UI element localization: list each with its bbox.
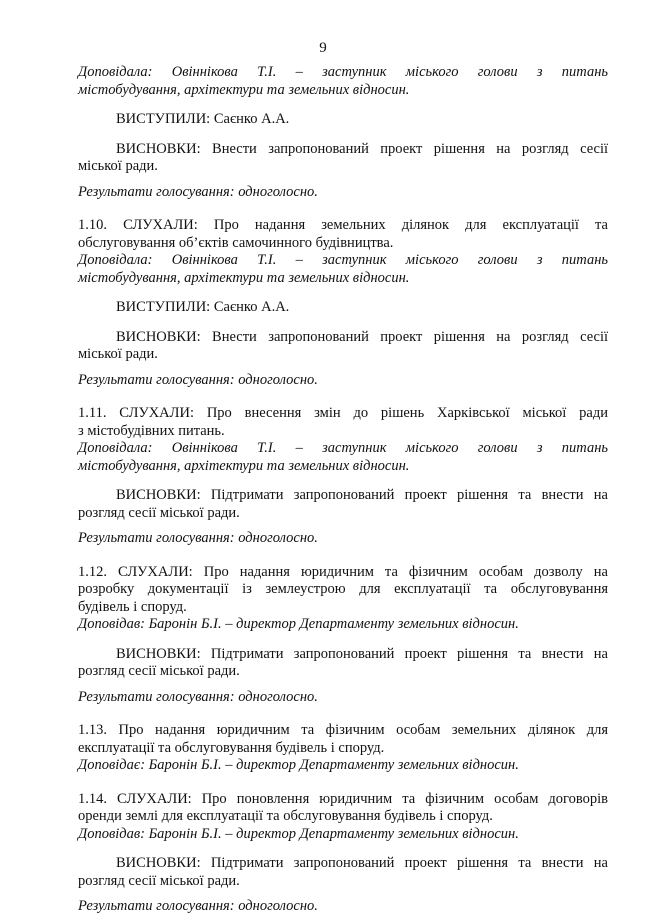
text-line: обслуговування об’єктів самочинного будівництва. xyxy=(78,234,394,251)
minutes-content xyxy=(78,64,608,916)
conclusions-block xyxy=(78,141,608,176)
conclusions-block xyxy=(78,329,608,364)
text-line: Результати голосування: одноголосно. xyxy=(78,371,318,388)
reporter-block xyxy=(78,440,608,475)
text-line: Результати голосування: одноголосно. xyxy=(78,688,318,705)
reporter-block xyxy=(78,252,608,287)
text-line: 1.11. СЛУХАЛИ: Про внесення змін до рішень Харківської міської ради xyxy=(78,405,608,421)
page-number: 9 xyxy=(319,40,327,56)
text-line: ВИСТУПИЛИ: Саєнко А.А. xyxy=(116,299,290,315)
text-line: Доповідала: Овіннікова Т.І. – заступник міського голови з питань xyxy=(78,252,608,268)
text-line: Доповідав: Баронін Б.І. – директор Департаменту земельних відносин. xyxy=(78,825,519,842)
text-line: розгляд сесії міської ради. xyxy=(78,663,240,679)
vote-result-block xyxy=(78,530,608,548)
text-line: Доповідає: Баронін Б.І. – директор Департаменту земельних відносин. xyxy=(78,757,519,773)
text-line: Доповідала: Овіннікова Т.І. – заступник міського голови з питань xyxy=(78,440,608,456)
agenda-item-block xyxy=(78,217,608,252)
conclusions-block xyxy=(78,646,608,681)
text-line: 1.10. СЛУХАЛИ: Про надання земельних ділянок для експлуатації та xyxy=(78,217,608,233)
text-line: ВИСНОВКИ: Підтримати запропонований проект рішення та внести на xyxy=(116,487,608,503)
speakers-block xyxy=(78,111,608,129)
vote-result-block xyxy=(78,372,608,390)
text-line: Результати голосування: одноголосно. xyxy=(78,898,318,914)
reporter-block xyxy=(78,64,608,99)
text-line: ВИСНОВКИ: Внести запропонований проект рішення на розгляд сесії xyxy=(116,140,608,157)
text-line: експлуатації та обслуговування будівель і споруд. xyxy=(78,739,385,756)
conclusions-block xyxy=(78,855,608,890)
text-line: ВИСНОВКИ: Внести запропонований проект рішення на розгляд сесії xyxy=(116,328,608,345)
text-line: Результати голосування: одноголосно. xyxy=(78,530,318,546)
text-line: будівель і споруд. xyxy=(78,598,187,615)
agenda-item-block xyxy=(78,791,608,826)
text-line: розробку документації із землеустрою для експлуатації та обслуговування xyxy=(78,581,608,597)
text-line: Доповідала: Овіннікова Т.І. – заступник міського голови з питань xyxy=(78,64,608,80)
text-line: розгляд сесії міської ради. xyxy=(78,504,240,521)
agenda-item-block xyxy=(78,405,608,440)
text-line: Результати голосування: одноголосно. xyxy=(78,183,318,200)
speakers-block xyxy=(78,299,608,317)
text-line: 1.14. СЛУХАЛИ: Про поновлення юридичним та фізичним особам договорів xyxy=(78,790,608,807)
text-line: Доповідав: Баронін Б.І. – директор Департаменту земельних відносин. xyxy=(78,616,519,632)
reporter-block xyxy=(78,616,608,634)
vote-result-block xyxy=(78,184,608,202)
text-line: містобудування, архітектури та земельних відносин. xyxy=(78,269,410,286)
text-line: ВИСНОВКИ: Підтримати запропонований проект рішення та внести на xyxy=(116,645,608,662)
text-line: ВИСТУПИЛИ: Саєнко А.А. xyxy=(116,111,290,127)
text-line: ВИСНОВКИ: Підтримати запропонований проект рішення та внести на xyxy=(116,855,608,871)
text-line: 1.13. Про надання юридичним та фізичним особам земельних ділянок для xyxy=(78,722,608,738)
text-line: міської ради. xyxy=(78,158,158,174)
text-line: міської ради. xyxy=(78,346,158,362)
text-line: оренди землі для експлуатації та обслуговування будівель і споруд. xyxy=(78,808,493,824)
text-line: 1.12. СЛУХАЛИ: Про надання юридичним та фізичним особам дозволу на xyxy=(78,563,608,580)
vote-result-block xyxy=(78,898,608,916)
conclusions-block xyxy=(78,487,608,522)
text-line: містобудування, архітектури та земельних відносин. xyxy=(78,81,410,98)
reporter-block xyxy=(78,757,608,775)
text-line: розгляд сесії міської ради. xyxy=(78,872,240,889)
reporter-block xyxy=(78,826,608,844)
vote-result-block xyxy=(78,689,608,707)
agenda-item-block xyxy=(78,564,608,617)
agenda-item-block xyxy=(78,722,608,757)
text-line: з містобудівних питань. xyxy=(78,422,225,439)
text-line: містобудування, архітектури та земельних відносин. xyxy=(78,457,410,474)
